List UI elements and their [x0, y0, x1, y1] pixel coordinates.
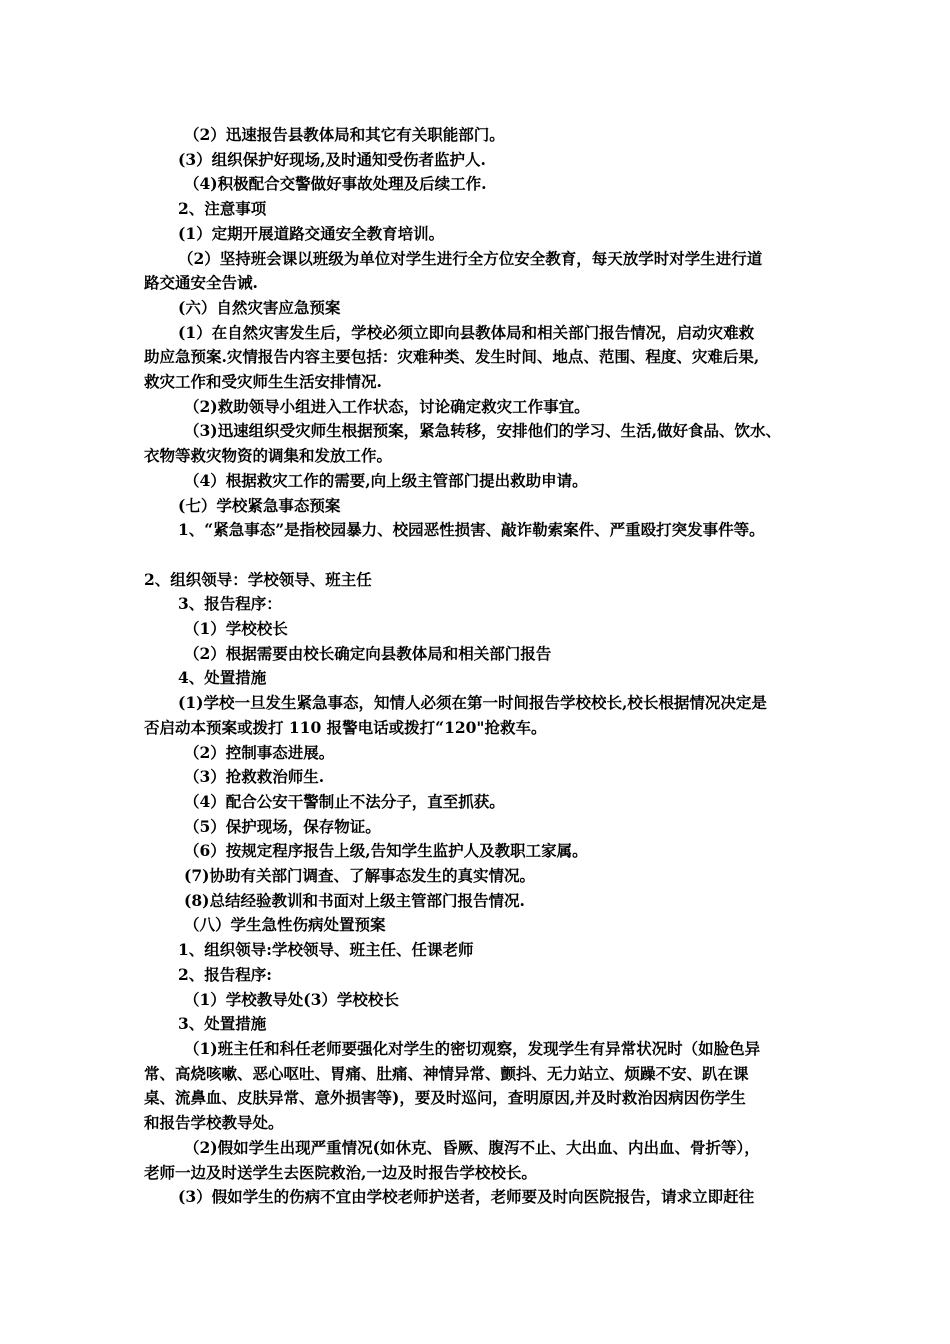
section-heading: 2、报告程序:	[178, 964, 273, 984]
text-line: 2、组织领导：学校领导、班主任	[144, 569, 372, 589]
text-line: 路交通安全告诫.	[144, 273, 258, 293]
text-line: （3）抢救救治师生.	[184, 767, 325, 787]
section-heading: 3、处置措施	[178, 1014, 267, 1034]
text-line: (1）定期开展道路交通安全教育培训。	[178, 223, 445, 243]
text-line: (1）在自然灾害发生后，学校必须立即向县教体局和相关部门报告情况，启动灾难救	[178, 322, 755, 342]
document-page	[144, 123, 820, 1210]
section-heading: 4、处置措施	[178, 668, 267, 688]
text-line: （5）保护现场，保存物证。	[184, 816, 381, 836]
text-line: 1、“紧急事态”是指校园暴力、校园恶性损害、敲诈勒索案件、严重殴打突发事件等。	[178, 520, 765, 540]
text-line: 助应急预案.灾情报告内容主要包括：灾难种类、发生时间、地点、范围、程度、灾难后果,	[144, 347, 760, 367]
text-line: 衣物等救灾物资的调集和发放工作。	[144, 446, 393, 466]
text-line: 和报告学校教导处。	[144, 1113, 284, 1133]
text-line: (3）假如学生的伤病不宜由学校老师护送者，老师要及时向医院报告，请求立即赶往	[178, 1187, 755, 1207]
text-line: 救灾工作和受灾师生生活安排情况.	[144, 372, 382, 392]
text-line: 老师一边及时送学生去医院救治,一边及时报告学校校长。	[144, 1162, 537, 1182]
text-line: （6）按规定程序报告上级,告知学生监护人及教职工家属。	[184, 841, 588, 861]
text-line: （2）根据需要由校长确定向县教体局和相关部门报告	[184, 643, 552, 663]
section-heading: (六）自然灾害应急预案	[178, 297, 341, 317]
text-line: （2）控制事态进展。	[184, 742, 335, 762]
text-line: （1）学校校长	[184, 619, 288, 639]
text-line: （4）根据救灾工作的需要,向上级主管部门提出救助申请。	[184, 470, 588, 490]
text-line: 常、高烧咳嗽、恶心呕吐、胃痛、肚痛、神情异常、颤抖、无力站立、烦躁不安、趴在课	[144, 1063, 749, 1083]
text-line: （3)迅速组织受灾师生根据预案，紧急转移，安排他们的学习、生活,做好食品、饮水、	[184, 421, 782, 441]
text-line: 否启动本预案或拨打 110 报警电话或拨打“120"抢救车。	[144, 717, 547, 737]
text-line: （2)假如学生出现严重情况(如休克、昏厥、腹泻不止、大出血、内出血、骨折等），	[184, 1137, 760, 1157]
text-line: （2)救助领导小组进入工作状态，讨论确定救灾工作事宜。	[184, 396, 590, 416]
text-line: 桌、流鼻血、皮肤异常、意外损害等)，要及时巡问，查明原因,并及时救治因病因伤学生	[144, 1088, 746, 1108]
text-line: （4）配合公安干警制止不法分子，直至抓获。	[184, 791, 505, 811]
text-line: （1）学校教导处(3）学校校长	[184, 989, 399, 1009]
text-line: （4)积极配合交警做好事故处理及后续工作.	[184, 174, 487, 194]
section-heading: 2、注意事项	[178, 199, 267, 219]
text-line: (8)总结经验教训和书面对上级主管部门报告情况.	[184, 890, 525, 910]
text-line: (3）组织保护好现场,及时通知受伤者监护人.	[178, 149, 486, 169]
text-line: （2）坚持班会课以班级为单位对学生进行全方位安全教育，每天放学时对学生进行道	[178, 248, 763, 268]
section-heading: （八）学生急性伤病处置预案	[184, 915, 386, 935]
text-line: （1)班主任和科任老师要强化对学生的密切观察，发现学生有异常状况时（如脸色异	[184, 1039, 761, 1058]
text-line: (1)学校一旦发生紧急事态，知情人必须在第一时间报告学校校长,校长根据情况决定是	[178, 693, 767, 713]
text-line: 1、组织领导:学校领导、班主任、任课老师	[178, 940, 474, 960]
text-line: (7)协助有关部门调查、了解事态发生的真实情况。	[184, 866, 535, 886]
section-heading: (七）学校紧急事态预案	[178, 495, 341, 515]
section-heading: 3、报告程序：	[178, 594, 282, 614]
text-line: （2）迅速报告县教体局和其它有关职能部门。	[184, 125, 505, 144]
blank-line	[144, 543, 820, 568]
